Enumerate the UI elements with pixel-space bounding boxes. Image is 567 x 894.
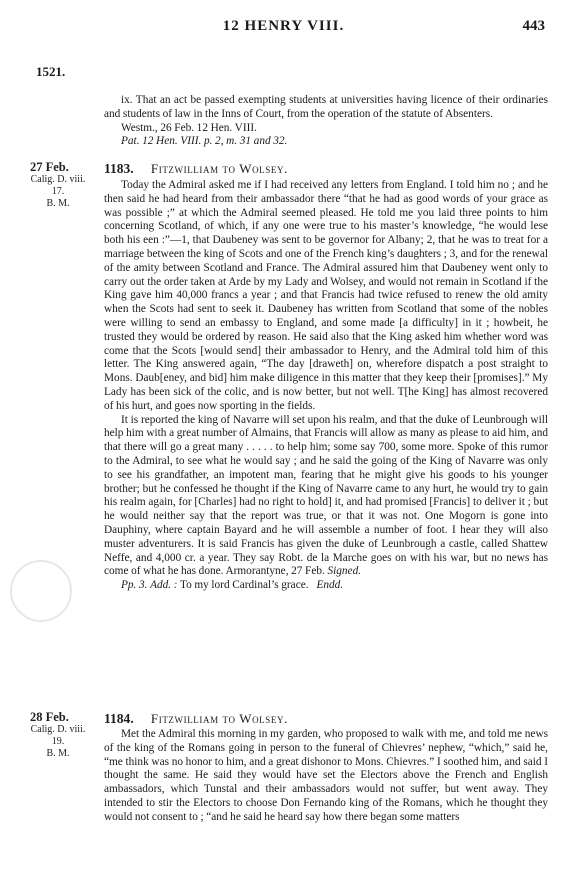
entry-1184-title: Fitzwilliam to Wolsey. — [150, 711, 288, 726]
running-head — [0, 18, 567, 40]
entry-1184-ref-3: B. M. — [46, 748, 70, 759]
entry-1183-para-2-text: It is reported the king of Navarre will set upon his realm, and that the duke of Leunbrough will help him with a great number of Almains, that Francis will allow as many as please to aid him, and that there will go a great many . . . . . to help him; some say 700, some more. Spoke of this rumor to the Admiral, to see what he would say ; and he said the going of the King of Navarre was only to see his grandfather, an impotent man, fearing that he might give his goods to his younger brother; but he confessed he thought if the King of Navarre came to any hurt, he would try to gain his realm again, for [Charles] had no right to hold] it, and had promised [Francis] to deliver it ; but he would neither say that the report was true, or that it was not. One Mogorn is gone into Dauphiny, where captain Bayard and he will assemble a number of foot. I hear they will also muster adventurers. It is said Francis has given the duke of Leunbrough a castle, called Shattew Neffe, and 4,000 cr. a year. They say Robt. de la Marche goes on with his war, but no news has come of what he has done. Armorantyne, 27 Feb. — [104, 413, 548, 578]
entry-1183-endorsed: Endd. — [316, 579, 344, 592]
entry-1184-margin — [30, 711, 100, 760]
entry-1183-margin — [30, 161, 100, 210]
entry-1184-number: 1184. — [104, 711, 134, 726]
clause-ix-reference: Pat. 12 Hen. VIII. p. 2, m. 31 and 32. — [121, 135, 288, 148]
entry-1184-body — [104, 728, 548, 825]
entry-1184-para-1: Met the Admiral this morning in my garden, who proposed to walk with me, and told me news of the king of the Romans going in person to the funeral of Chievres’ nephew, “which,” said he, “me think was no honor to him, and a great dishonor to Mons. Chievres.” I soothed him, and said I thought the same. He said they would have set the Electors above the French and English ambassadors, which Tunstal and their ambassadors would not suffer, but went away. They intended to stir the Electors to choose Don Fernando king of the Romans, which he thought they would not consent to ; “and he said he heard say how there began some matters — [104, 728, 548, 823]
entry-1183-ref-2: 17. — [51, 186, 65, 197]
entry-1183-para-2 — [104, 414, 548, 580]
entry-1183-add-label: Add. : — [150, 579, 178, 592]
entry-1184-ref-1: Calig. D. viii. — [30, 724, 86, 735]
entry-1183-endnote — [121, 579, 548, 593]
entry-1183-heading — [104, 161, 548, 177]
entry-1183-number: 1183. — [104, 161, 134, 176]
entry-1183-body — [104, 179, 548, 593]
year-marker: 1521. — [36, 64, 66, 79]
entry-1183-title: Fitzwilliam to Wolsey. — [150, 161, 288, 176]
clause-ix-text: ix. That an act be passed exempting students at universities having licence of their ordinaries and students of law in the Inns of Court, from the operation of the statute of Absenters. — [104, 94, 548, 120]
entry-1183-signed: Signed. — [327, 565, 362, 578]
page-number: 443 — [522, 18, 545, 34]
entry-1184-ref-2: 19. — [51, 736, 65, 747]
entry-1183-ref-1: Calig. D. viii. — [30, 174, 86, 185]
entry-1183-address: To my lord Cardinal’s grace. — [179, 579, 309, 592]
entry-1184-heading — [104, 711, 548, 727]
running-title: 12 HENRY VIII. — [222, 18, 345, 34]
entry-1183-ref-3: B. M. — [46, 198, 70, 209]
clause-ix-source: Westm., 26 Feb. 12 Hen. VIII. — [121, 121, 257, 134]
library-stamp — [10, 560, 72, 622]
entry-1183-pages: Pp. 3. — [121, 579, 148, 592]
clause-ix — [104, 94, 548, 149]
entry-1184-date: 28 Feb. — [30, 710, 69, 724]
entry-1183-date: 27 Feb. — [30, 160, 69, 174]
entry-1183-para-1: Today the Admiral asked me if I had received any letters from England. I told him no ; and he then said he had heard from their ambassador there “that he had as good words of your grace as was possible ;” at which the Admiral seemed pleased. He told me you laid three points to him concerning Scotland, of which, if any one were true to his master’s knowledge, “he would lese both his een :”—1, that Daubeney was sent to be governor for Albany; 2, that he was to treat for a marriage between the king of Scots and one of the French king’s daughters ; 3, and for the renewal of the amity between Scotland and France. The Admiral assured him that Daubeney went only to carry out the order taken at Arde by my Lady and Wolsey, and would not remain in Scotland if the King gave him 40,000 francs a year ; and that Francis had twice refused to renew the old amity when the Scots had sent to seek it. Daubeney has written from Scotland that some of the nobles were willing to send an embassy to England, and some made [a difficulty] in it ; howbeit, he trusted they would be ordered by reason. He said also that the King asked him whether word was come that the Scots [would send] their ambassador to Henry, and the Admiral told him of this letter. The King answered again, “The day [draweth] on, wherefore dispatch a post straight to Mons. Daub[eney, and bid] him make diligence in this matter that they keep their [promises].” My Lady has been sick of the colic, and is now better, but not well. T[he King] has almost recovered of his hurt, and goes now sporting in the fields. — [104, 179, 548, 412]
